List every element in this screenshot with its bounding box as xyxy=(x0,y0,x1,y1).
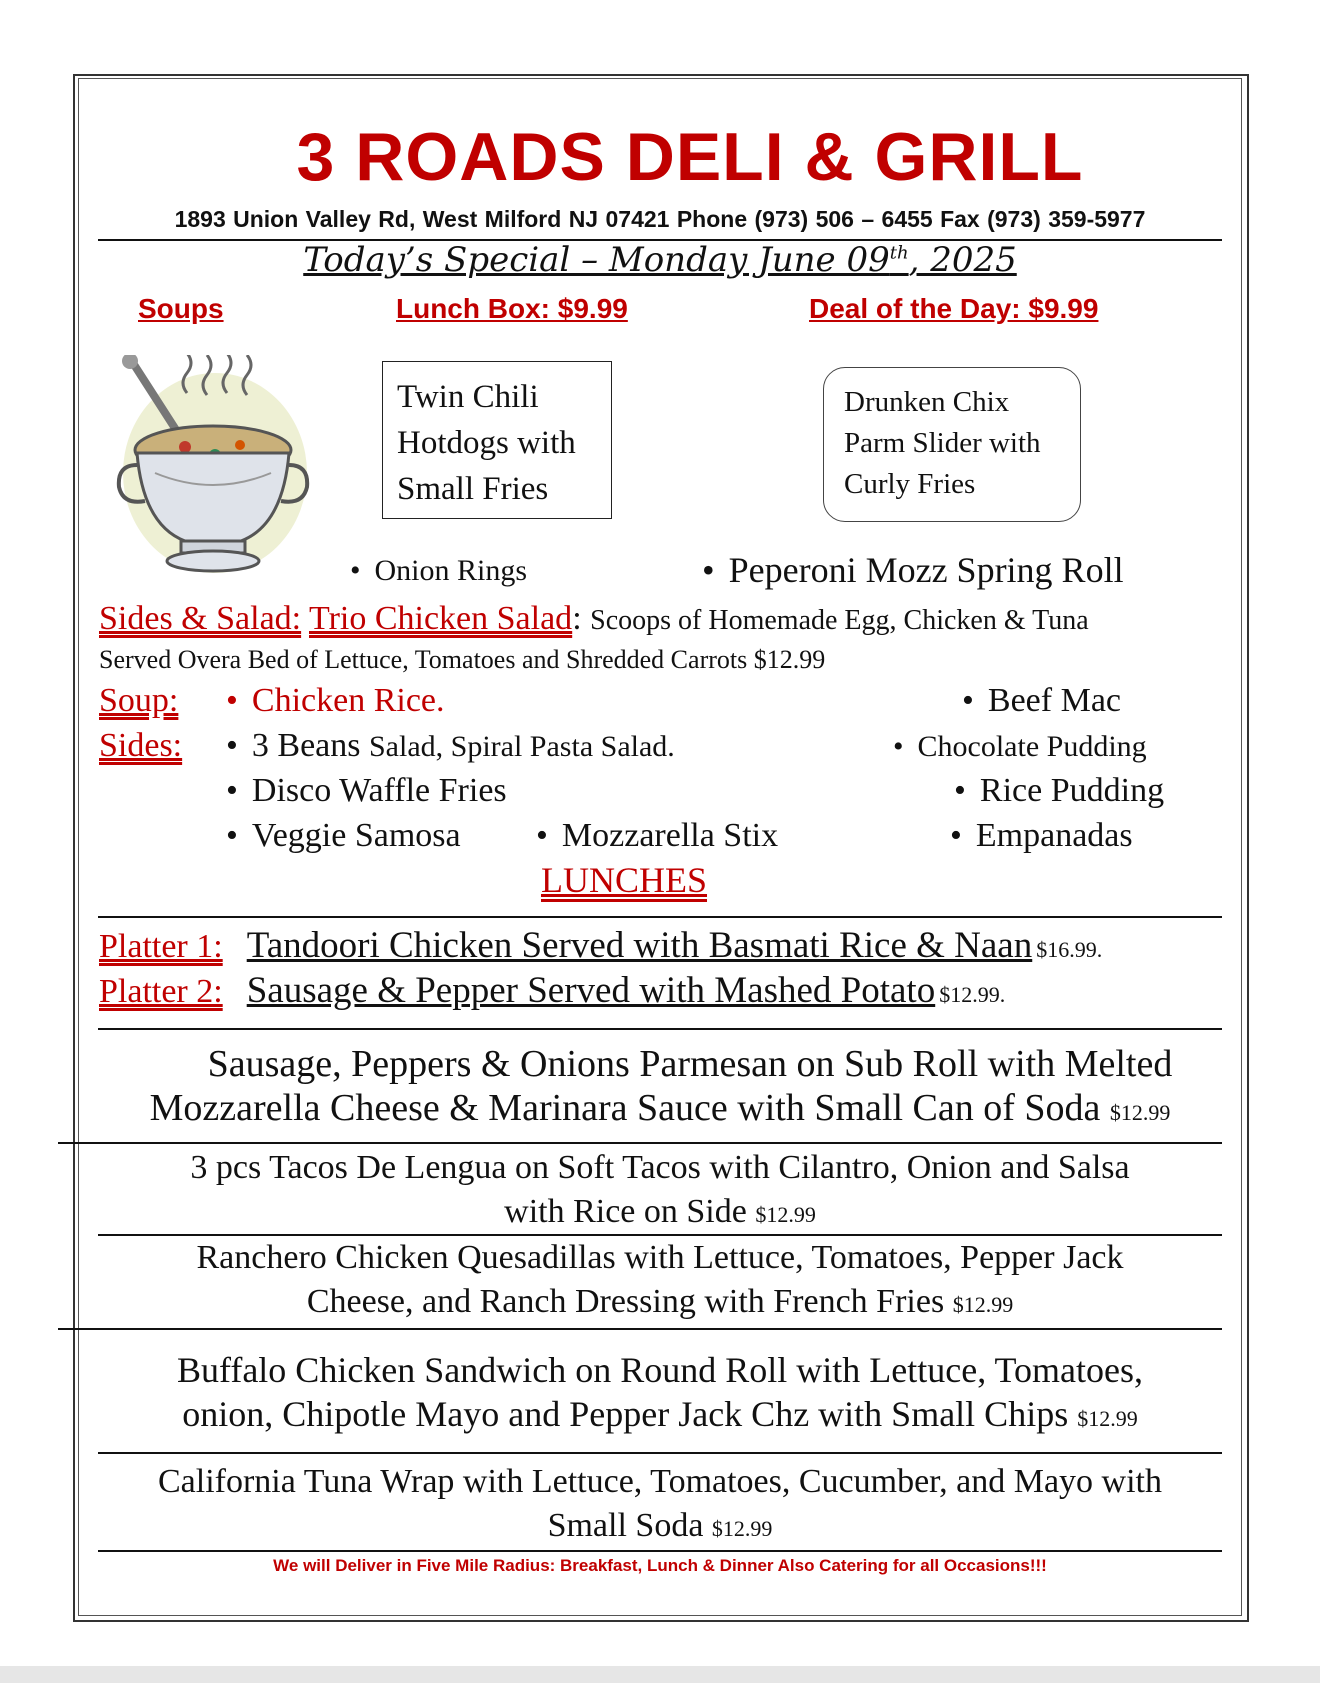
lunches-heading: LUNCHES xyxy=(541,860,708,900)
lunch-item-quesadillas: Ranchero Chicken Quesadillas with Lettuce, Tomatoes, Pepper Jack Cheese, and Ranch Dressing with French Fries $12.99 xyxy=(196,1239,1124,1320)
side-mozzarella-stix: • Mozzarella Stix xyxy=(536,817,778,855)
platter-divider xyxy=(98,1028,1222,1030)
restaurant-name: 3 ROADS DELI & GRILL xyxy=(296,119,1084,195)
lunch-item-sausage-sub: Sausage, Peppers & Onions Parmesan on Sub Roll with Melted Mozzarella Cheese & Marinara Sauce with Small Can of Soda $12.99 xyxy=(149,1043,1173,1129)
side-chocolate-pudding: • Chocolate Pudding xyxy=(893,730,1147,764)
side-waffle-fries: • Disco Waffle Fries xyxy=(226,772,507,810)
category-soups: Soups xyxy=(138,293,224,324)
lunches-divider xyxy=(98,916,1222,918)
soup-label: Soup: xyxy=(99,682,179,719)
side-rice-pudding: • Rice Pudding xyxy=(954,772,1164,810)
delivery-footer: We will Deliver in Five Mile Radius: Breakfast, Lunch & Dinner Also Catering for all Occasions!!! xyxy=(273,1556,1047,1575)
lunch-item-tuna-wrap: California Tuna Wrap with Lettuce, Tomatoes, Cucumber, and Mayo with Small Soda $12.99 xyxy=(157,1463,1162,1544)
platter-1: Platter 1: Tandoori Chicken Served with Basmati Rice & Naan $16.99. xyxy=(99,925,1103,966)
lunch-box-card: Twin Chili Hotdogs with Small Fries xyxy=(382,361,612,519)
sides-label: Sides: xyxy=(99,727,183,764)
salad-description: Served Overa Bed of Lettuce, Tomatoes and Shredded Carrots $12.99 xyxy=(99,645,826,674)
extra-onion-rings: • Onion Rings xyxy=(350,554,527,588)
item-divider-5 xyxy=(98,1550,1222,1552)
side-empanadas: • Empanadas xyxy=(950,817,1133,855)
item-divider-4 xyxy=(98,1452,1222,1454)
soup-beef-mac: • Beef Mac xyxy=(962,682,1121,720)
category-deal-of-day: Deal of the Day: $9.99 xyxy=(809,293,1099,324)
category-lunch-box: Lunch Box: $9.99 xyxy=(396,293,628,324)
soup-tureen-icon xyxy=(115,355,310,580)
item-divider-1 xyxy=(98,1142,1222,1144)
item-divider-3 xyxy=(98,1328,1222,1330)
soup-chicken-rice: • Chicken Rice. xyxy=(226,682,445,720)
extra-spring-roll: • Peperoni Mozz Spring Roll xyxy=(702,549,1124,591)
side-veggie-samosa: • Veggie Samosa xyxy=(226,817,461,855)
lunch-item-buffalo-sandwich: Buffalo Chicken Sandwich on Round Roll with Lettuce, Tomatoes, onion, Chipotle Mayo and Pepper Jack Chz with Small Chips $12.99 xyxy=(176,1350,1144,1434)
side-bean-pasta-salad: • 3 Beans Salad, Spiral Pasta Salad. xyxy=(226,727,675,765)
lunch-item-tacos: 3 pcs Tacos De Lengua on Soft Tacos with Cilantro, Onion and Salsa with Rice on Side $12.99 xyxy=(190,1149,1130,1230)
deal-of-day-card: Drunken Chix Parm Slider with Curly Fries xyxy=(823,367,1081,522)
restaurant-address: 1893 Union Valley Rd, West Milford NJ 07421 Phone (973) 506 – 6455 Fax (973) 359-5977 xyxy=(174,206,1146,232)
platter-2: Platter 2: Sausage & Pepper Served with Mashed Potato $12.99. xyxy=(99,970,1006,1011)
todays-special-heading: Today’s Special – Monday June 09th, 2025 xyxy=(303,240,1017,280)
margin-tick-2 xyxy=(58,1328,98,1330)
margin-tick-1 xyxy=(58,1142,98,1144)
page-bottom-edge xyxy=(0,1666,1320,1683)
sides-salad-row: Sides & Salad: Trio Chicken Salad: Scoops of Homemade Egg, Chicken & Tuna xyxy=(99,600,1089,637)
